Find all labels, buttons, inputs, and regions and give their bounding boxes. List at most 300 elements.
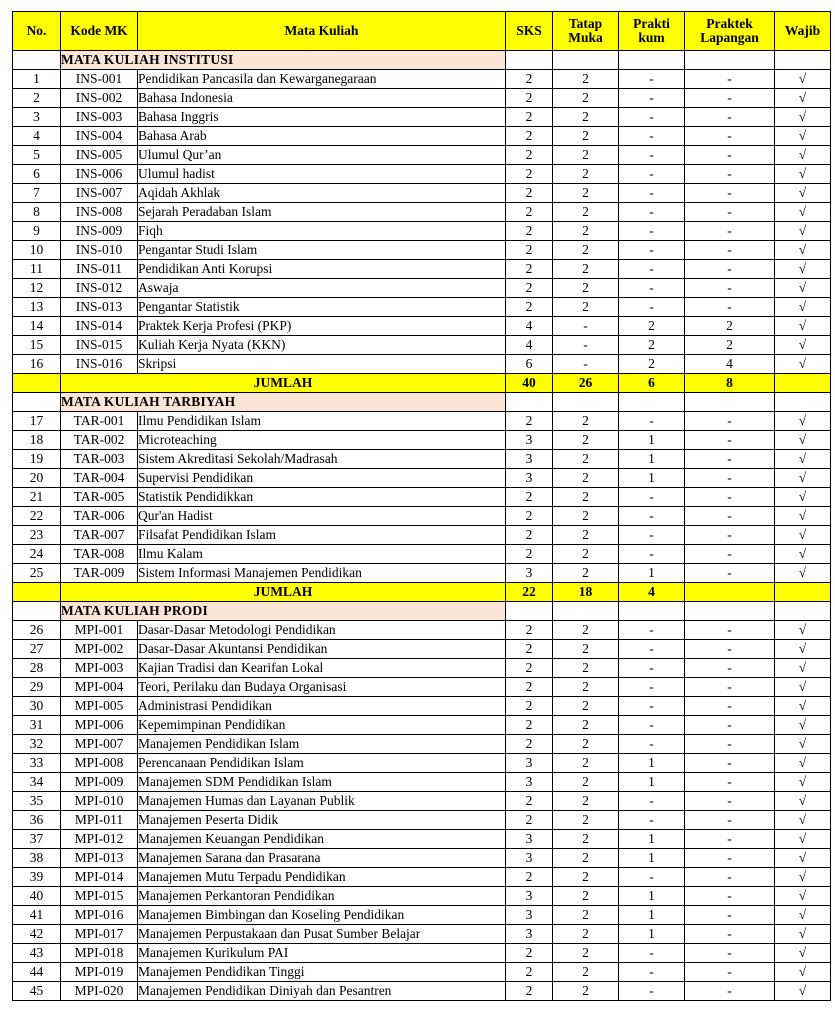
praktikum-value: - — [619, 165, 685, 184]
row-no: 12 — [13, 279, 61, 298]
tatap-muka-value: 2 — [553, 697, 619, 716]
praktek-lapangan-value: - — [685, 830, 775, 849]
table-row — [13, 906, 831, 925]
course-name: Manajemen Pendidikan Diniyah dan Pesantren — [138, 982, 506, 1001]
wajib-checkmark: √ — [775, 336, 831, 355]
praktikum-value: 1 — [619, 431, 685, 450]
praktikum-value: - — [619, 716, 685, 735]
table-row — [13, 488, 831, 507]
table-row — [13, 697, 831, 716]
sks-value: 2 — [506, 545, 553, 564]
tatap-muka-value: 2 — [553, 298, 619, 317]
row-no: 16 — [13, 355, 61, 374]
course-name: Pengantar Studi Islam — [138, 241, 506, 260]
section-blank-cell — [775, 602, 831, 621]
course-name: Manajemen Keuangan Pendidikan — [138, 830, 506, 849]
table-row — [13, 184, 831, 203]
tatap-muka-value: 2 — [553, 849, 619, 868]
praktek-lapangan-value: - — [685, 678, 775, 697]
course-code: TAR-003 — [61, 450, 138, 469]
wajib-checkmark: √ — [775, 241, 831, 260]
course-code: MPI-017 — [61, 925, 138, 944]
praktikum-value: 1 — [619, 887, 685, 906]
praktek-lapangan-value: - — [685, 279, 775, 298]
tatap-muka-value: 2 — [553, 127, 619, 146]
praktek-lapangan-value: - — [685, 545, 775, 564]
row-no: 25 — [13, 564, 61, 583]
table-row — [13, 621, 831, 640]
praktek-lapangan-value: - — [685, 925, 775, 944]
total-sks-value: 22 — [506, 583, 553, 602]
praktikum-value: - — [619, 697, 685, 716]
praktek-lapangan-value: - — [685, 659, 775, 678]
tatap-muka-value: 2 — [553, 469, 619, 488]
wajib-checkmark: √ — [775, 792, 831, 811]
sks-value: 3 — [506, 887, 553, 906]
sks-value: 2 — [506, 678, 553, 697]
praktek-lapangan-value: - — [685, 203, 775, 222]
header-mata-kuliah: Mata Kuliah — [138, 12, 506, 51]
wajib-checkmark: √ — [775, 469, 831, 488]
sks-value: 2 — [506, 621, 553, 640]
praktikum-value: - — [619, 108, 685, 127]
wajib-checkmark: √ — [775, 298, 831, 317]
course-name: Kepemimpinan Pendidikan — [138, 716, 506, 735]
tatap-muka-value: 2 — [553, 412, 619, 431]
section-title: MATA KULIAH TARBIYAH — [61, 393, 506, 412]
table-row — [13, 678, 831, 697]
sks-value: 2 — [506, 488, 553, 507]
praktikum-value: - — [619, 298, 685, 317]
praktikum-value: - — [619, 279, 685, 298]
table-row — [13, 849, 831, 868]
wajib-checkmark: √ — [775, 488, 831, 507]
tatap-muka-value: 2 — [553, 526, 619, 545]
total-tatap-muka-value: 18 — [553, 583, 619, 602]
course-code: INS-010 — [61, 241, 138, 260]
course-name: Aqidah Akhlak — [138, 184, 506, 203]
praktek-lapangan-value: - — [685, 735, 775, 754]
course-name: Manajemen Pendidikan Islam — [138, 735, 506, 754]
course-code: MPI-007 — [61, 735, 138, 754]
total-row — [13, 583, 831, 602]
table-row — [13, 431, 831, 450]
course-name: Ilmu Kalam — [138, 545, 506, 564]
course-name: Statistik Pendidikkan — [138, 488, 506, 507]
tatap-muka-value: 2 — [553, 963, 619, 982]
section-header-row — [13, 602, 831, 621]
total-praktikum-value: 4 — [619, 583, 685, 602]
table-row — [13, 146, 831, 165]
sks-value: 2 — [506, 298, 553, 317]
course-code: MPI-016 — [61, 906, 138, 925]
wajib-checkmark: √ — [775, 659, 831, 678]
course-name: Teori, Perilaku dan Budaya Organisasi — [138, 678, 506, 697]
tatap-muka-value: 2 — [553, 678, 619, 697]
sks-value: 2 — [506, 716, 553, 735]
table-row — [13, 982, 831, 1001]
praktikum-value: - — [619, 127, 685, 146]
sks-value: 3 — [506, 754, 553, 773]
section-blank-cell — [775, 51, 831, 70]
course-code: INS-011 — [61, 260, 138, 279]
course-code: MPI-009 — [61, 773, 138, 792]
praktikum-value: 1 — [619, 754, 685, 773]
row-no: 21 — [13, 488, 61, 507]
tatap-muka-value: 2 — [553, 70, 619, 89]
wajib-checkmark: √ — [775, 431, 831, 450]
praktek-lapangan-value: - — [685, 260, 775, 279]
praktek-lapangan-value: - — [685, 127, 775, 146]
course-name: Manajemen Kurikulum PAI — [138, 944, 506, 963]
section-blank-cell — [685, 51, 775, 70]
praktek-lapangan-value: - — [685, 906, 775, 925]
course-name: Filsafat Pendidikan Islam — [138, 526, 506, 545]
table-row — [13, 165, 831, 184]
sks-value: 2 — [506, 811, 553, 830]
praktikum-value: 2 — [619, 355, 685, 374]
praktek-lapangan-value: - — [685, 868, 775, 887]
course-code: INS-012 — [61, 279, 138, 298]
table-row — [13, 963, 831, 982]
wajib-checkmark: √ — [775, 678, 831, 697]
row-no: 24 — [13, 545, 61, 564]
total-praktek-lapangan-value: 8 — [685, 374, 775, 393]
wajib-checkmark: √ — [775, 450, 831, 469]
course-name: Administrasi Pendidikan — [138, 697, 506, 716]
wajib-checkmark: √ — [775, 773, 831, 792]
praktek-lapangan-value: - — [685, 412, 775, 431]
table-row — [13, 412, 831, 431]
wajib-checkmark: √ — [775, 545, 831, 564]
sks-value: 2 — [506, 735, 553, 754]
row-no: 34 — [13, 773, 61, 792]
table-row — [13, 469, 831, 488]
section-blank-cell — [13, 51, 61, 70]
header-praktek-lapangan: Praktek Lapangan — [685, 12, 775, 51]
section-blank-cell — [506, 51, 553, 70]
row-no: 32 — [13, 735, 61, 754]
sks-value: 2 — [506, 108, 553, 127]
wajib-checkmark: √ — [775, 621, 831, 640]
wajib-checkmark: √ — [775, 146, 831, 165]
section-blank-cell — [685, 393, 775, 412]
section-blank-cell — [13, 602, 61, 621]
praktek-lapangan-value: - — [685, 697, 775, 716]
praktikum-value: - — [619, 203, 685, 222]
course-code: MPI-011 — [61, 811, 138, 830]
praktikum-value: - — [619, 184, 685, 203]
wajib-checkmark: √ — [775, 811, 831, 830]
course-code: MPI-004 — [61, 678, 138, 697]
wajib-checkmark: √ — [775, 735, 831, 754]
table-row — [13, 507, 831, 526]
table-row — [13, 279, 831, 298]
wajib-checkmark: √ — [775, 887, 831, 906]
tatap-muka-value: 2 — [553, 868, 619, 887]
section-blank-cell — [619, 51, 685, 70]
tatap-muka-value: - — [553, 355, 619, 374]
total-label: JUMLAH — [61, 583, 506, 602]
praktikum-value: - — [619, 944, 685, 963]
row-no: 14 — [13, 317, 61, 336]
course-name: Manajemen Humas dan Layanan Publik — [138, 792, 506, 811]
table-row — [13, 659, 831, 678]
praktikum-value: 1 — [619, 906, 685, 925]
praktek-lapangan-value: - — [685, 108, 775, 127]
wajib-checkmark: √ — [775, 279, 831, 298]
row-no: 10 — [13, 241, 61, 260]
course-code: INS-009 — [61, 222, 138, 241]
table-row — [13, 754, 831, 773]
praktek-lapangan-value: - — [685, 165, 775, 184]
praktikum-value: - — [619, 260, 685, 279]
sks-value: 2 — [506, 241, 553, 260]
course-name: Pendidikan Anti Korupsi — [138, 260, 506, 279]
table-row — [13, 355, 831, 374]
course-name: Manajemen Peserta Didik — [138, 811, 506, 830]
total-wajib-value — [775, 374, 831, 393]
course-name: Manajemen Perpustakaan dan Pusat Sumber Belajar — [138, 925, 506, 944]
tatap-muka-value: 2 — [553, 925, 619, 944]
sks-value: 2 — [506, 868, 553, 887]
course-code: INS-007 — [61, 184, 138, 203]
table-row — [13, 222, 831, 241]
course-name: Manajemen Bimbingan dan Koseling Pendidikan — [138, 906, 506, 925]
course-name: Perencanaan Pendidikan Islam — [138, 754, 506, 773]
tatap-muka-value: 2 — [553, 944, 619, 963]
curriculum-table — [12, 11, 831, 1001]
praktikum-value: 1 — [619, 773, 685, 792]
course-code: MPI-014 — [61, 868, 138, 887]
tatap-muka-value: 2 — [553, 830, 619, 849]
tatap-muka-value: 2 — [553, 640, 619, 659]
tatap-muka-value: 2 — [553, 507, 619, 526]
sks-value: 2 — [506, 792, 553, 811]
section-blank-cell — [553, 602, 619, 621]
table-row — [13, 735, 831, 754]
praktek-lapangan-value: 4 — [685, 355, 775, 374]
course-name: Qur'an Hadist — [138, 507, 506, 526]
row-no: 29 — [13, 678, 61, 697]
praktikum-value: 1 — [619, 925, 685, 944]
tatap-muka-value: 2 — [553, 89, 619, 108]
course-code: MPI-001 — [61, 621, 138, 640]
sks-value: 2 — [506, 659, 553, 678]
course-code: INS-002 — [61, 89, 138, 108]
total-praktikum-value: 6 — [619, 374, 685, 393]
section-blank-cell — [619, 602, 685, 621]
course-name: Skripsi — [138, 355, 506, 374]
praktikum-value: - — [619, 526, 685, 545]
wajib-checkmark: √ — [775, 526, 831, 545]
tatap-muka-value: 2 — [553, 773, 619, 792]
row-no: 13 — [13, 298, 61, 317]
sks-value: 2 — [506, 944, 553, 963]
tatap-muka-value: 2 — [553, 488, 619, 507]
course-code: INS-006 — [61, 165, 138, 184]
row-no: 15 — [13, 336, 61, 355]
praktek-lapangan-value: - — [685, 431, 775, 450]
course-code: MPI-002 — [61, 640, 138, 659]
course-name: Kuliah Kerja Nyata (KKN) — [138, 336, 506, 355]
tatap-muka-value: 2 — [553, 659, 619, 678]
praktek-lapangan-value: - — [685, 298, 775, 317]
table-row — [13, 127, 831, 146]
tatap-muka-value: 2 — [553, 735, 619, 754]
course-code: MPI-013 — [61, 849, 138, 868]
header-wajib: Wajib — [775, 12, 831, 51]
course-name: Aswaja — [138, 279, 506, 298]
course-code: TAR-004 — [61, 469, 138, 488]
course-name: Manajemen Pendidikan Tinggi — [138, 963, 506, 982]
course-name: Dasar-Dasar Akuntansi Pendidikan — [138, 640, 506, 659]
praktek-lapangan-value: - — [685, 564, 775, 583]
tatap-muka-value: - — [553, 336, 619, 355]
table-row — [13, 887, 831, 906]
praktek-lapangan-value: - — [685, 887, 775, 906]
praktikum-value: - — [619, 222, 685, 241]
course-code: INS-008 — [61, 203, 138, 222]
row-no: 22 — [13, 507, 61, 526]
row-no: 5 — [13, 146, 61, 165]
section-header-row — [13, 393, 831, 412]
section-blank-cell — [506, 602, 553, 621]
row-no: 43 — [13, 944, 61, 963]
row-no: 20 — [13, 469, 61, 488]
wajib-checkmark: √ — [775, 108, 831, 127]
praktikum-value: 1 — [619, 469, 685, 488]
tatap-muka-value: 2 — [553, 982, 619, 1001]
course-code: INS-015 — [61, 336, 138, 355]
row-no: 27 — [13, 640, 61, 659]
wajib-checkmark: √ — [775, 203, 831, 222]
row-no: 23 — [13, 526, 61, 545]
sks-value: 2 — [506, 963, 553, 982]
course-code: INS-016 — [61, 355, 138, 374]
wajib-checkmark: √ — [775, 906, 831, 925]
praktek-lapangan-value: - — [685, 716, 775, 735]
wajib-checkmark: √ — [775, 849, 831, 868]
table-row — [13, 450, 831, 469]
praktek-lapangan-value: - — [685, 849, 775, 868]
table-row — [13, 564, 831, 583]
praktikum-value: - — [619, 963, 685, 982]
row-no: 31 — [13, 716, 61, 735]
praktikum-value: - — [619, 982, 685, 1001]
praktikum-value: - — [619, 678, 685, 697]
course-code: TAR-006 — [61, 507, 138, 526]
row-no: 26 — [13, 621, 61, 640]
praktek-lapangan-value: - — [685, 146, 775, 165]
praktikum-value: - — [619, 811, 685, 830]
course-name: Ulumul hadist — [138, 165, 506, 184]
tatap-muka-value: 2 — [553, 146, 619, 165]
row-no: 39 — [13, 868, 61, 887]
praktek-lapangan-value: - — [685, 754, 775, 773]
praktikum-value: - — [619, 545, 685, 564]
tatap-muka-value: 2 — [553, 184, 619, 203]
row-no: 6 — [13, 165, 61, 184]
praktikum-value: - — [619, 507, 685, 526]
section-blank-cell — [553, 51, 619, 70]
sks-value: 2 — [506, 89, 553, 108]
row-no: 30 — [13, 697, 61, 716]
course-name: Bahasa Inggris — [138, 108, 506, 127]
tatap-muka-value: 2 — [553, 887, 619, 906]
wajib-checkmark: √ — [775, 868, 831, 887]
tatap-muka-value: 2 — [553, 811, 619, 830]
tatap-muka-value: 2 — [553, 203, 619, 222]
course-name: Bahasa Indonesia — [138, 89, 506, 108]
praktikum-value: - — [619, 70, 685, 89]
praktikum-value: 1 — [619, 849, 685, 868]
table-row — [13, 868, 831, 887]
tatap-muka-value: 2 — [553, 241, 619, 260]
table-row — [13, 203, 831, 222]
header-row — [13, 12, 831, 51]
table-row — [13, 545, 831, 564]
tatap-muka-value: 2 — [553, 165, 619, 184]
praktikum-value: - — [619, 412, 685, 431]
table-row — [13, 716, 831, 735]
tatap-muka-value: 2 — [553, 279, 619, 298]
course-name: Praktek Kerja Profesi (PKP) — [138, 317, 506, 336]
sks-value: 3 — [506, 450, 553, 469]
tatap-muka-value: 2 — [553, 716, 619, 735]
sks-value: 2 — [506, 526, 553, 545]
sks-value: 2 — [506, 146, 553, 165]
table-row — [13, 792, 831, 811]
praktikum-value: - — [619, 89, 685, 108]
sks-value: 3 — [506, 773, 553, 792]
section-blank-cell — [553, 393, 619, 412]
sks-value: 2 — [506, 982, 553, 1001]
sks-value: 2 — [506, 70, 553, 89]
table-row — [13, 108, 831, 127]
row-no: 2 — [13, 89, 61, 108]
wajib-checkmark: √ — [775, 127, 831, 146]
section-blank-cell — [775, 393, 831, 412]
course-name: Bahasa Arab — [138, 127, 506, 146]
row-no: 33 — [13, 754, 61, 773]
table-row — [13, 317, 831, 336]
table-row — [13, 70, 831, 89]
section-blank-cell — [685, 602, 775, 621]
wajib-checkmark: √ — [775, 89, 831, 108]
sks-value: 3 — [506, 469, 553, 488]
course-name: Sejarah Peradaban Islam — [138, 203, 506, 222]
course-code: INS-014 — [61, 317, 138, 336]
table-row — [13, 811, 831, 830]
table-row — [13, 298, 831, 317]
header-praktikum: Prakti kum — [619, 12, 685, 51]
wajib-checkmark: √ — [775, 70, 831, 89]
course-code: TAR-007 — [61, 526, 138, 545]
section-blank-cell — [13, 393, 61, 412]
praktek-lapangan-value: - — [685, 450, 775, 469]
course-code: TAR-005 — [61, 488, 138, 507]
total-praktek-lapangan-value — [685, 583, 775, 602]
sks-value: 2 — [506, 127, 553, 146]
course-code: MPI-019 — [61, 963, 138, 982]
wajib-checkmark: √ — [775, 716, 831, 735]
header-no: No. — [13, 12, 61, 51]
table-row — [13, 640, 831, 659]
row-no: 3 — [13, 108, 61, 127]
course-code: INS-001 — [61, 70, 138, 89]
sks-value: 2 — [506, 279, 553, 298]
